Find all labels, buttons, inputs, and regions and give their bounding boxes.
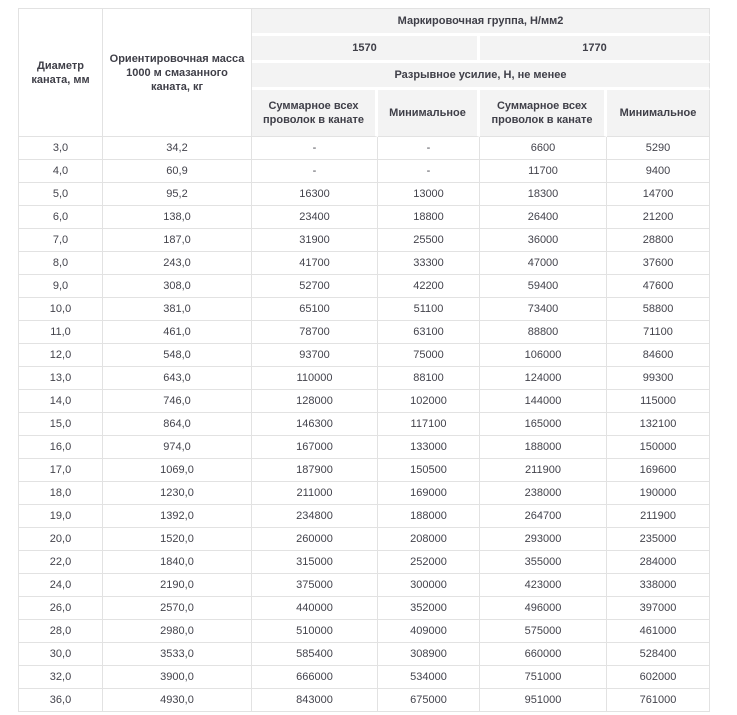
table-cell: 93700	[252, 344, 378, 367]
table-cell: 355000	[480, 551, 607, 574]
table-row	[18, 574, 710, 597]
table-cell: 2980,0	[103, 620, 252, 643]
table-cell: -	[378, 160, 480, 183]
table-cell: 132100	[607, 413, 710, 436]
table-cell: 260000	[252, 528, 378, 551]
table-cell: 300000	[378, 574, 480, 597]
table-cell: 510000	[252, 620, 378, 643]
table-cell: 308,0	[103, 275, 252, 298]
table-cell: 30,0	[18, 643, 103, 666]
table-cell: 169000	[378, 482, 480, 505]
table-row	[18, 229, 710, 252]
col-header-sum-wires-1770: Суммарное всех проволок в канате	[480, 90, 607, 137]
table-cell: 52700	[252, 275, 378, 298]
table-cell: -	[378, 137, 480, 160]
table-row	[18, 137, 710, 160]
table-cell: 60,9	[103, 160, 252, 183]
table-row	[18, 160, 710, 183]
table-cell: 102000	[378, 390, 480, 413]
table-cell: 602000	[607, 666, 710, 689]
table-cell: 9,0	[18, 275, 103, 298]
table-cell: 211900	[480, 459, 607, 482]
table-row	[18, 620, 710, 643]
table-cell: 11700	[480, 160, 607, 183]
table-row	[18, 505, 710, 528]
table-cell: 643,0	[103, 367, 252, 390]
table-cell: 23400	[252, 206, 378, 229]
table-cell: 169600	[607, 459, 710, 482]
table-cell: 16300	[252, 183, 378, 206]
table-cell: 751000	[480, 666, 607, 689]
table-cell: 19,0	[18, 505, 103, 528]
table-cell: -	[252, 160, 378, 183]
table-cell: 187900	[252, 459, 378, 482]
table-cell: 7,0	[18, 229, 103, 252]
table-cell: 124000	[480, 367, 607, 390]
table-cell: 33300	[378, 252, 480, 275]
table-cell: 110000	[252, 367, 378, 390]
table-cell: 95,2	[103, 183, 252, 206]
table-cell: 2190,0	[103, 574, 252, 597]
table-cell: 461,0	[103, 321, 252, 344]
table-cell: 88800	[480, 321, 607, 344]
table-row	[18, 206, 710, 229]
table-cell: 20,0	[18, 528, 103, 551]
table-body	[18, 137, 710, 712]
table-cell: 423000	[480, 574, 607, 597]
table-cell: 71100	[607, 321, 710, 344]
table-row	[18, 390, 710, 413]
table-cell: 14,0	[18, 390, 103, 413]
table-cell: 235000	[607, 528, 710, 551]
col-header-minimal-1570: Минимальное	[378, 90, 480, 137]
table-cell: 974,0	[103, 436, 252, 459]
table-cell: 951000	[480, 689, 607, 712]
table-row	[18, 482, 710, 505]
table-cell: 37600	[607, 252, 710, 275]
table-cell: 1840,0	[103, 551, 252, 574]
table-cell: 36000	[480, 229, 607, 252]
table-cell: 18300	[480, 183, 607, 206]
table-cell: 843000	[252, 689, 378, 712]
table-cell: 106000	[480, 344, 607, 367]
table-cell: 31900	[252, 229, 378, 252]
table-cell: 18,0	[18, 482, 103, 505]
table-cell: 32,0	[18, 666, 103, 689]
table-row	[18, 413, 710, 436]
table-cell: 51100	[378, 298, 480, 321]
table-cell: 3900,0	[103, 666, 252, 689]
table-cell: -	[252, 137, 378, 160]
table-cell: 88100	[378, 367, 480, 390]
col-header-group-1770: 1770	[480, 36, 710, 63]
table-cell: 440000	[252, 597, 378, 620]
table-cell: 14700	[607, 183, 710, 206]
table-cell: 2570,0	[103, 597, 252, 620]
table-row	[18, 367, 710, 390]
col-header-marking-group: Маркировочная группа, Н/мм2	[252, 8, 710, 36]
table-cell: 13000	[378, 183, 480, 206]
table-row	[18, 344, 710, 367]
table-cell: 146300	[252, 413, 378, 436]
table-cell: 243,0	[103, 252, 252, 275]
table-cell: 165000	[480, 413, 607, 436]
table-row	[18, 689, 710, 712]
table-cell: 15,0	[18, 413, 103, 436]
table-cell: 41700	[252, 252, 378, 275]
table-cell: 252000	[378, 551, 480, 574]
table-cell: 5,0	[18, 183, 103, 206]
table-cell: 47600	[607, 275, 710, 298]
table-cell: 585400	[252, 643, 378, 666]
table-cell: 409000	[378, 620, 480, 643]
col-header-diameter: Диаметр каната, мм	[18, 8, 103, 137]
table-cell: 211000	[252, 482, 378, 505]
table-row	[18, 666, 710, 689]
table-cell: 42200	[378, 275, 480, 298]
table-cell: 138,0	[103, 206, 252, 229]
table-cell: 13,0	[18, 367, 103, 390]
table-cell: 461000	[607, 620, 710, 643]
table-row	[18, 275, 710, 298]
table-row	[18, 436, 710, 459]
table-cell: 25500	[378, 229, 480, 252]
table-cell: 188000	[480, 436, 607, 459]
table-cell: 660000	[480, 643, 607, 666]
table-cell: 666000	[252, 666, 378, 689]
col-header-group-1570: 1570	[252, 36, 480, 63]
table-cell: 211900	[607, 505, 710, 528]
table-row	[18, 321, 710, 344]
table-cell: 3533,0	[103, 643, 252, 666]
table-cell: 16,0	[18, 436, 103, 459]
table-cell: 11,0	[18, 321, 103, 344]
table-cell: 34,2	[103, 137, 252, 160]
table-row	[18, 252, 710, 275]
table-cell: 133000	[378, 436, 480, 459]
table-cell: 26400	[480, 206, 607, 229]
table-cell: 675000	[378, 689, 480, 712]
table-cell: 4,0	[18, 160, 103, 183]
table-cell: 65100	[252, 298, 378, 321]
table-cell: 352000	[378, 597, 480, 620]
table-cell: 47000	[480, 252, 607, 275]
table-row	[18, 298, 710, 321]
table-cell: 375000	[252, 574, 378, 597]
table-cell: 746,0	[103, 390, 252, 413]
table-header	[18, 8, 710, 137]
table-cell: 284000	[607, 551, 710, 574]
table-cell: 167000	[252, 436, 378, 459]
table-row	[18, 551, 710, 574]
table-cell: 8,0	[18, 252, 103, 275]
table-cell: 496000	[480, 597, 607, 620]
table-cell: 338000	[607, 574, 710, 597]
table-cell: 264700	[480, 505, 607, 528]
table-cell: 1392,0	[103, 505, 252, 528]
table-cell: 24,0	[18, 574, 103, 597]
table-cell: 144000	[480, 390, 607, 413]
table-cell: 22,0	[18, 551, 103, 574]
table-cell: 208000	[378, 528, 480, 551]
table-cell: 21200	[607, 206, 710, 229]
table-cell: 575000	[480, 620, 607, 643]
table-cell: 10,0	[18, 298, 103, 321]
table-cell: 5290	[607, 137, 710, 160]
table-cell: 3,0	[18, 137, 103, 160]
table-cell: 78700	[252, 321, 378, 344]
col-header-breaking-force: Разрывное усилие, Н, не менее	[252, 63, 710, 90]
table-cell: 548,0	[103, 344, 252, 367]
table-cell: 9400	[607, 160, 710, 183]
table-cell: 761000	[607, 689, 710, 712]
table-cell: 864,0	[103, 413, 252, 436]
table-cell: 308900	[378, 643, 480, 666]
table-row	[18, 597, 710, 620]
table-cell: 238000	[480, 482, 607, 505]
col-header-sum-wires-1570: Суммарное всех проволок в канате	[252, 90, 378, 137]
table-cell: 188000	[378, 505, 480, 528]
table-cell: 26,0	[18, 597, 103, 620]
table-cell: 28800	[607, 229, 710, 252]
table-cell: 528400	[607, 643, 710, 666]
col-header-minimal-1770: Минимальное	[607, 90, 710, 137]
table-cell: 99300	[607, 367, 710, 390]
table-cell: 1520,0	[103, 528, 252, 551]
table-cell: 73400	[480, 298, 607, 321]
table-row	[18, 183, 710, 206]
table-cell: 115000	[607, 390, 710, 413]
table-cell: 187,0	[103, 229, 252, 252]
table-cell: 534000	[378, 666, 480, 689]
table-cell: 75000	[378, 344, 480, 367]
table-cell: 128000	[252, 390, 378, 413]
table-cell: 4930,0	[103, 689, 252, 712]
table-cell: 28,0	[18, 620, 103, 643]
table-cell: 17,0	[18, 459, 103, 482]
table-cell: 63100	[378, 321, 480, 344]
table-cell: 1230,0	[103, 482, 252, 505]
table-cell: 59400	[480, 275, 607, 298]
table-row	[18, 459, 710, 482]
table-cell: 1069,0	[103, 459, 252, 482]
table-cell: 150500	[378, 459, 480, 482]
table-cell: 381,0	[103, 298, 252, 321]
rope-specs-table	[18, 8, 710, 712]
table-cell: 18800	[378, 206, 480, 229]
table-cell: 315000	[252, 551, 378, 574]
table-cell: 397000	[607, 597, 710, 620]
table-cell: 12,0	[18, 344, 103, 367]
table-cell: 6,0	[18, 206, 103, 229]
table-cell: 190000	[607, 482, 710, 505]
table-cell: 36,0	[18, 689, 103, 712]
table-cell: 84600	[607, 344, 710, 367]
table-cell: 117100	[378, 413, 480, 436]
table-cell: 234800	[252, 505, 378, 528]
table-cell: 6600	[480, 137, 607, 160]
col-header-mass: Ориентировочная масса 1000 м смазанного каната, кг	[103, 8, 252, 137]
table-row	[18, 528, 710, 551]
table-cell: 58800	[607, 298, 710, 321]
table-cell: 293000	[480, 528, 607, 551]
table-cell: 150000	[607, 436, 710, 459]
table-row	[18, 643, 710, 666]
